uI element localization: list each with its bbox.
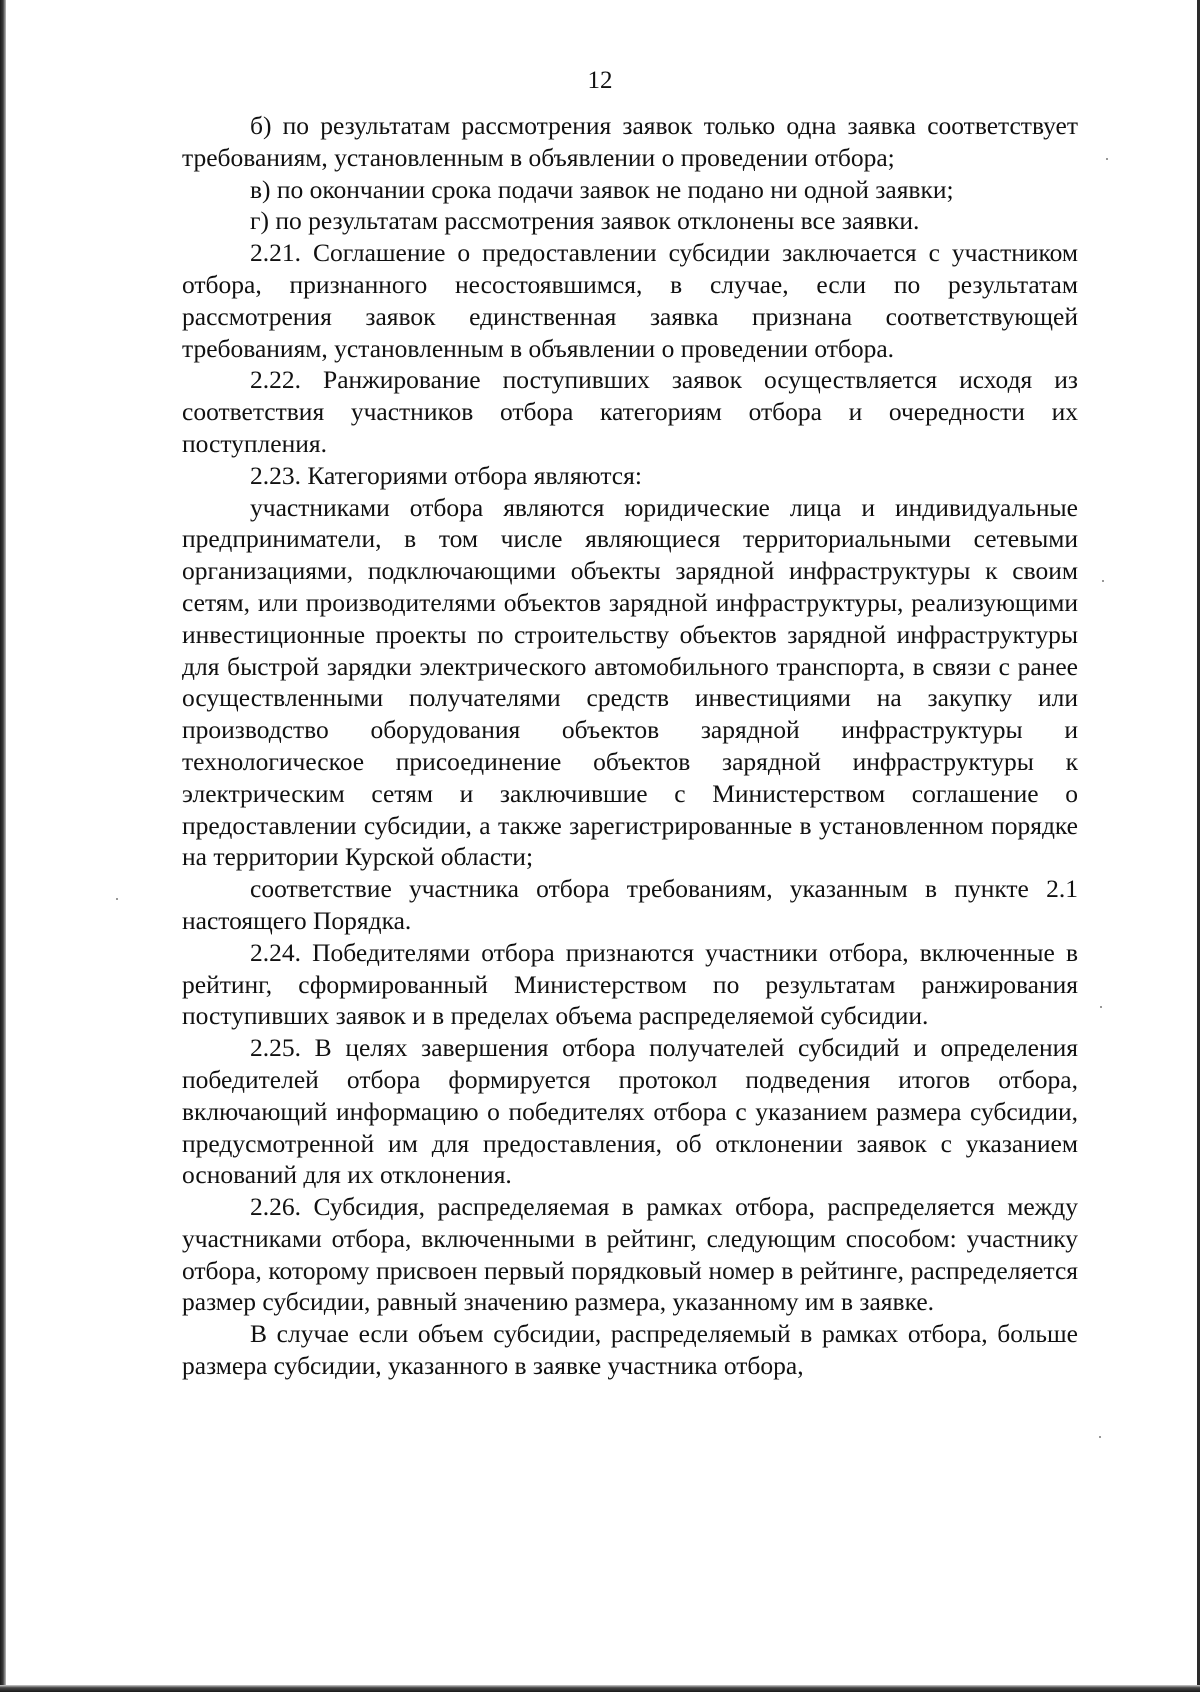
paragraph-category-requirements: соответствие участника отбора требованиям, указанным в пункте 2.1 настоящего Порядка.: [182, 874, 1078, 935]
scan-speck: [1099, 1436, 1101, 1438]
paragraph-subitem-g: г) по результатам рассмотрения заявок отклонены все заявки.: [250, 206, 920, 236]
paragraph-subitem-v: в) по окончании срока подачи заявок не подано ни одной заявки;: [250, 174, 954, 204]
document-body: [182, 110, 1078, 1382]
paragraph-2-23: 2.23. Категориями отбора являются:: [250, 460, 642, 490]
scan-speck: [1102, 580, 1104, 582]
paragraph-subitem-b: б) по результатам рассмотрения заявок только одна заявка соответствует требованиям, установленным в объявлении о проведении отбора;: [182, 111, 1078, 172]
paragraph-2-26: 2.26. Субсидия, распределяемая в рамках отбора, распределяется между участниками отбора, включенными в рейтинг, следующим способом: участнику отбора, которому присвоен первый порядковый номер в рейтинге, распределяется размер субсидии, равный значению размера, указанному им в заявке.: [182, 1192, 1078, 1317]
scan-speck: [116, 898, 118, 900]
paragraph-subsidy-volume: В случае если объем субсидии, распределяемый в рамках отбора, больше размера субсидии, указанного в заявке участника отбора,: [182, 1319, 1078, 1381]
scan-speck: [1100, 1006, 1102, 1008]
scan-edge-bottom: [0, 1685, 1200, 1692]
page-number: 12: [587, 67, 613, 94]
paragraph-2-21: 2.21. Соглашение о предоставлении субсидии заключается с участником отбора, признанного несостоявшимся, в случае, если по результатам рассмотрения заявок единственная заявка признана соответствующей требованиям, установленным в объявлении о проведении отбора.: [182, 238, 1078, 363]
paragraph-2-22: 2.22. Ранжирование поступивших заявок осуществляется исходя из соответствия участников отбора категориям отбора и очередности их поступления.: [182, 365, 1078, 458]
scan-speck: [1106, 158, 1108, 160]
paragraph-2-25: 2.25. В целях завершения отбора получателей субсидий и определения победителей отбора формируется протокол подведения итогов отбора, включающий информацию о победителях отбора с указанием размера субсидии, предусмотренной им для предоставления, об отклонении заявок с указанием оснований для их отклонения.: [182, 1033, 1078, 1190]
paragraph-category-participants: участниками отбора являются юридические лица и индивидуальные предприниматели, в том числе являющиеся территориальными сетевыми организациями, подключающими объекты зарядной инфраструктуры к своим сетям, или производителями объектов зарядной инфраструктуры, реализующими инвестиционные проекты по строительству объектов зарядной инфраструктуры для быстрой зарядки электрического автомобильного транспорта, в связи с ранее осуществленными получателями средств инвестициями на закупку или производство оборудования объектов зарядной инфраструктуры и технологическое присоединение объектов зарядной инфраструктуры к электрическим сетям и заключившие с Министерством соглашение о предоставлении субсидии, а также зарегистрированные в установленном порядке на территории Курской области;: [182, 492, 1078, 872]
scan-edge-left: [0, 0, 6, 1692]
paragraph-2-24: 2.24. Победителями отбора признаются участники отбора, включенные в рейтинг, сформированный Министерством по результатам ранжирования поступивших заявок и в пределах объема распределяемой субсидии.: [182, 937, 1078, 1031]
